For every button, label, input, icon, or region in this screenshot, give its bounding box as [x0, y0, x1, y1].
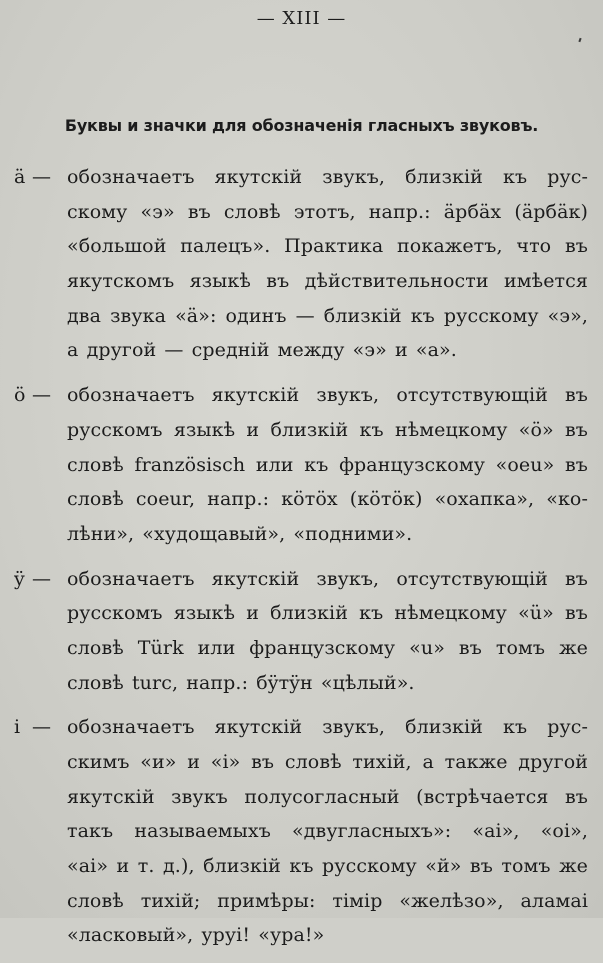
entry-line: русскомъ языкѣ и близкій къ нѣмецкому «ö» въ	[67, 418, 588, 441]
entry-line: а другой — средній между «э» и «а».	[67, 339, 457, 362]
print-speck	[578, 38, 581, 42]
entry-line: словѣ coeur, напр.: кöтöх (кöтöк) «охапка», «ко-	[67, 488, 588, 511]
entry-i-decimal	[14, 710, 588, 953]
entry-first-line	[14, 562, 588, 597]
entry-line: «аі» и т. д.), близкій къ русскому «й» въ томъ же	[67, 855, 588, 878]
entry-a-umlaut	[14, 160, 588, 368]
entry-line: обозначаетъ якутскій звукъ, близкій къ рус-	[67, 716, 588, 739]
entry-line: «большой палецъ». Практика покажетъ, что въ	[67, 235, 588, 258]
entry-dash: —	[32, 384, 52, 407]
entry-line: якутскій звукъ полусогласный (встрѣчается въ	[67, 785, 588, 808]
entry-first-line	[14, 710, 588, 745]
entry-line: «ласковый», уруі! «ура!»	[67, 924, 325, 947]
page-number: — XIII —	[256, 8, 347, 29]
entry-dash: —	[32, 166, 52, 188]
entry-line: скимъ «и» и «і» въ словѣ тихій, а также другой	[67, 751, 588, 773]
section-heading: Буквы и значки для обозначенія гласныхъ звуковъ.	[64, 116, 539, 135]
entry-letter: ä	[14, 166, 26, 188]
entry-letter: і	[14, 716, 21, 739]
entry-line: такъ называемыхъ «двугласныхъ»: «аі», «оі»,	[67, 820, 588, 843]
entry-dash: —	[32, 716, 52, 739]
entry-first-line	[14, 378, 588, 413]
entry-line: словѣ Türk или французскому «u» въ томъ же	[67, 636, 588, 659]
entry-line: якутскомъ языкѣ въ дѣйствительности имѣется	[67, 270, 588, 293]
entry-line: обозначаетъ якутскій звукъ, отсутствующій въ	[67, 567, 588, 590]
entry-line: словѣ тихій; примѣры: тімір «желѣзо», аламаі	[67, 889, 588, 912]
entry-line: лѣни», «худощавый», «подними».	[67, 522, 413, 545]
entry-letter: ÿ	[14, 567, 25, 590]
vowel-entries	[14, 160, 588, 963]
entry-line: русскомъ языкѣ и близкій къ нѣмецкому «ü» въ	[67, 602, 588, 625]
entry-line: обозначаетъ якутскій звукъ, близкій къ рус-	[67, 166, 588, 188]
entry-line: скому «э» въ словѣ этотъ, напр.: äрбäх (äрбäк)	[67, 200, 588, 223]
entry-o-umlaut	[14, 378, 588, 551]
entry-line: словѣ turc, напр.: бÿтÿн «цѣлый».	[67, 671, 415, 694]
entry-first-line	[14, 160, 588, 195]
entry-line: словѣ französisch или къ французскому «oeu» въ	[67, 453, 588, 476]
entry-line: два звука «ä»: одинъ — близкій къ русскому «э»,	[67, 304, 588, 327]
entry-line: обозначаетъ якутскій звукъ, отсутствующій въ	[67, 384, 588, 407]
entry-u-umlaut	[14, 562, 588, 701]
entry-dash: —	[32, 567, 52, 590]
entry-letter: ö	[14, 384, 26, 407]
